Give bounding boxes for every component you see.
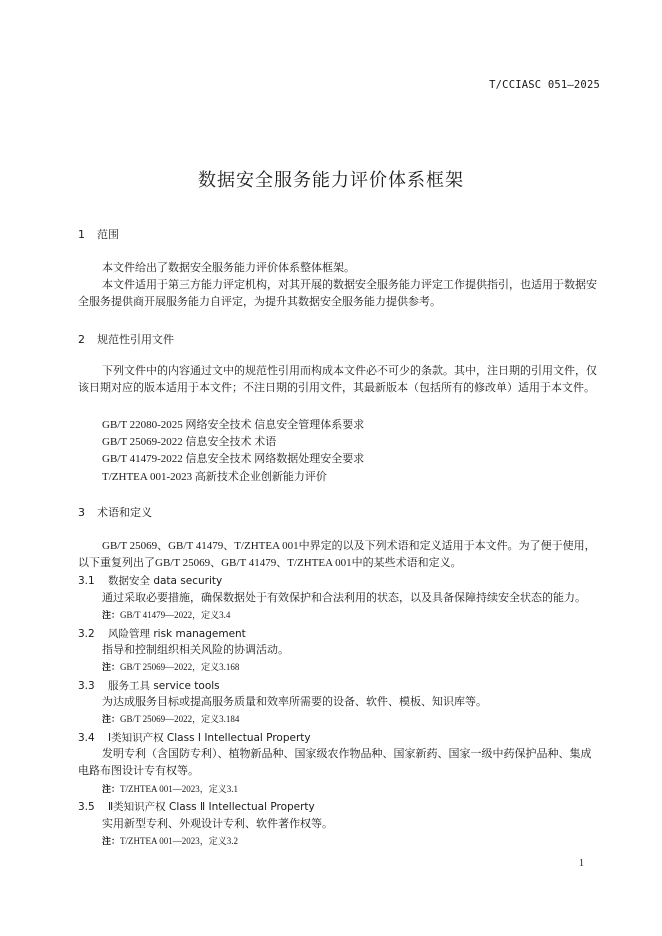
section-title: 术语和定义	[97, 506, 152, 519]
term-heading	[78, 626, 246, 641]
term-definition: 为达成服务目标或提高服务质量和效率所需要的设备、软件、模板、知识库等。	[102, 696, 487, 708]
term-name: 风险管理 risk management	[108, 628, 246, 640]
terms-intro: GB/T 25069、GB/T 41479、T/ZHTEA 001中界定的以及下列术语和定义适用于本文件。为了便于使用，以下重复列出了GB/T 25069、GB/T 41479、T/ZHTEA 001中的某些术语和定义。	[78, 540, 596, 569]
note-label: 注：	[102, 837, 121, 847]
section-heading-terms	[78, 504, 152, 520]
term-heading	[78, 678, 220, 693]
section-title: 范围	[97, 228, 119, 241]
note-text: GB/T 41479—2022，定义3.4	[120, 610, 231, 620]
scope-paragraph-2: 本文件适用于第三方能力评定机构，对其开展的数据安全服务能力评定工作提供指引，也适用于数据安全服务提供商开展服务能力自评定，为提升其数据安全服务能力提供参考。	[78, 279, 597, 308]
note-text: T/ZHTEA 001—2023，定义3.2	[120, 836, 239, 846]
section-number: 1	[78, 228, 85, 241]
term-definition: 发明专利（含国防专利）、植物新品种、国家级农作物品种、国家新药、国家一级中药保护品种、集成电路布图设计专有权等。	[78, 748, 592, 777]
note-text: T/ZHTEA 001—2023，定义3.1	[120, 784, 239, 794]
term-note	[102, 660, 239, 673]
term-number: 3.2	[78, 628, 95, 640]
reference-item: GB/T 25069-2022 信息安全技术 术语	[102, 436, 277, 448]
scope-paragraph-1: 本文件给出了数据安全服务能力评价体系整体框架。	[102, 262, 355, 274]
reference-item: T/ZHTEA 001-2023 高新技术企业创新能力评价	[102, 471, 327, 483]
term-number: 3.4	[78, 732, 95, 744]
section-heading-normative	[78, 331, 174, 347]
term-name: 服务工具 service tools	[108, 680, 220, 692]
section-title: 规范性引用文件	[97, 333, 174, 346]
term-note	[102, 834, 238, 847]
term-heading	[78, 573, 222, 588]
term-heading	[78, 799, 315, 814]
term-definition: 指导和控制组织相关风险的协调活动。	[102, 644, 289, 656]
term-name: Ⅱ类知识产权 Class Ⅱ Intellectual Property	[108, 801, 315, 813]
standard-number: T/CCIASC 051—2025	[489, 79, 600, 91]
term-note	[102, 712, 239, 725]
term-note	[102, 608, 230, 621]
reference-item: GB/T 22080-2025 网络安全技术 信息安全管理体系要求	[102, 419, 365, 431]
term-definition: 实用新型专利、外观设计专利、软件著作权等。	[102, 818, 333, 830]
term-name: Ⅰ类知识产权 Class Ⅰ Intellectual Property	[108, 732, 311, 744]
term-number: 3.3	[78, 680, 95, 692]
page-number: 1	[579, 858, 584, 869]
section-heading-scope	[78, 226, 119, 242]
note-label: 注：	[102, 715, 121, 725]
note-label: 注：	[102, 663, 121, 673]
note-label: 注：	[102, 785, 121, 795]
normative-intro: 下列文件中的内容通过文中的规范性引用而构成本文件必不可少的条款。其中，注日期的引用文件，仅该日期对应的版本适用于本文件；不注日期的引用文件，其最新版本（包括所有的修改单）适用于本文件。	[78, 365, 597, 394]
term-name: 数据安全 data security	[108, 575, 223, 587]
reference-item: GB/T 41479-2022 信息安全技术 网络数据处理安全要求	[102, 453, 365, 465]
term-heading	[78, 730, 311, 745]
note-label: 注：	[102, 611, 121, 621]
term-note	[102, 782, 238, 795]
term-number: 3.1	[78, 575, 95, 587]
section-number: 3	[78, 506, 85, 519]
section-number: 2	[78, 333, 85, 346]
document-title: 数据安全服务能力评价体系框架	[198, 170, 464, 191]
term-number: 3.5	[78, 801, 95, 813]
note-text: GB/T 25069—2022，定义3.168	[120, 662, 240, 672]
note-text: GB/T 25069—2022，定义3.184	[120, 714, 240, 724]
term-definition: 通过采取必要措施，确保数据处于有效保护和合法利用的状态，以及具备保障持续安全状态的能力。	[102, 592, 586, 604]
